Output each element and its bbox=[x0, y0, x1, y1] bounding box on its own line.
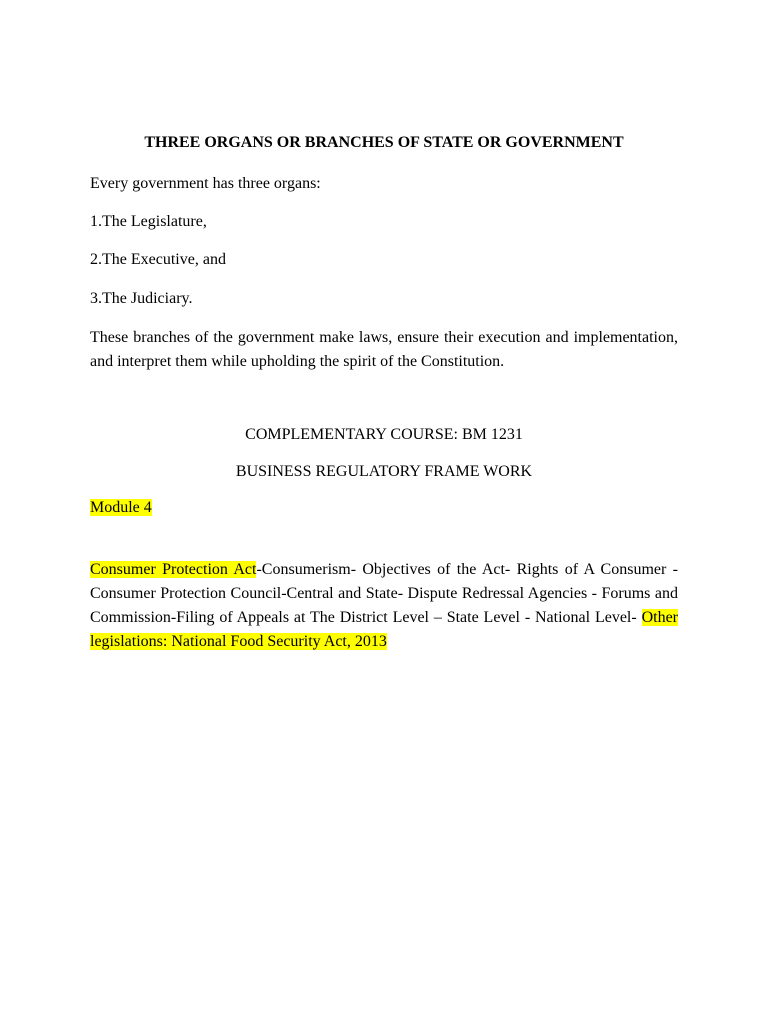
organ-item-executive: 2.The Executive, and bbox=[90, 251, 226, 268]
intro-line: Every government has three organs: bbox=[90, 175, 321, 192]
syllabus-highlight-end: Other legislations: National Food Security Act, 2013 bbox=[90, 609, 678, 650]
course-code-line: COMPLEMENTARY COURSE: BM 1231 bbox=[245, 426, 523, 443]
syllabus-paragraph bbox=[90, 558, 678, 654]
organ-item-legislature: 1.The Legislature, bbox=[90, 213, 207, 230]
organ-item-judiciary: 3.The Judiciary. bbox=[90, 290, 193, 307]
module-label bbox=[90, 498, 152, 518]
syllabus-highlight-start: Consumer Protection Act bbox=[90, 561, 257, 578]
module-label-highlight: Module 4 bbox=[90, 499, 152, 516]
document-heading: THREE ORGANS OR BRANCHES OF STATE OR GOVERNMENT bbox=[144, 134, 624, 151]
syllabus-body: -Consumerism- Objectives of the Act- Rights of A Consumer -Consumer Protection Council-Central and State- Dispute Redressal Agencies - Forums and Commission-Filing of Appeals at The District Level – State Level - National Level- bbox=[90, 561, 678, 626]
course-title-line: BUSINESS REGULATORY FRAME WORK bbox=[235, 463, 533, 480]
branches-paragraph: These branches of the government make laws, ensure their execution and implementation, and interpret them while upholding the spirit of the Constitution. bbox=[90, 329, 678, 370]
